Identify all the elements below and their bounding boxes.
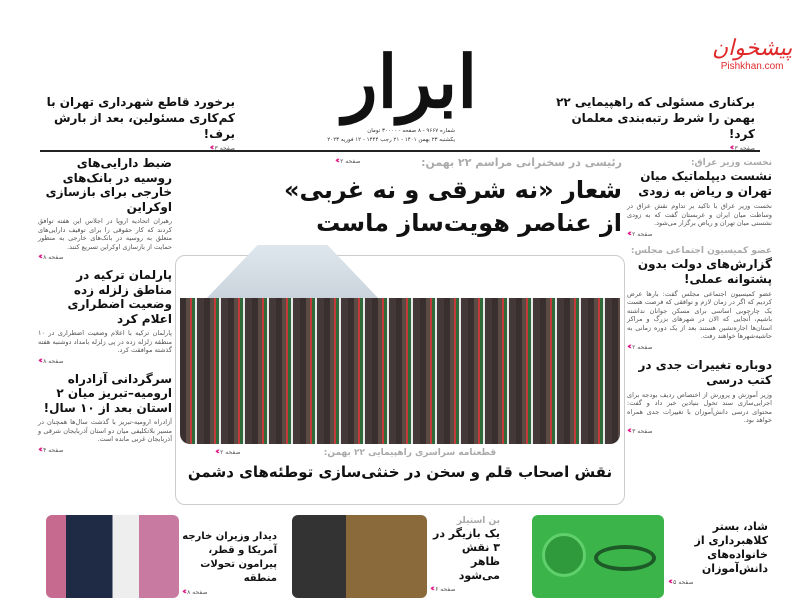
page-ref: صفحه ۳	[734, 145, 755, 152]
chevron-icon: ‹‹‹	[38, 355, 41, 366]
lead-headline[interactable]	[250, 174, 622, 240]
bottom-ministers	[182, 530, 277, 597]
chevron-icon: ‹‹‹	[627, 341, 630, 352]
watermark-en: Pishkhan.com	[720, 61, 784, 72]
lead-headline-line2: از عناصر هویت‌ساز ماست	[316, 209, 622, 237]
second-lead-ref[interactable]	[215, 448, 241, 457]
page-ref[interactable]: صفحه ۸	[43, 254, 64, 261]
foreign-ministers-photo	[46, 515, 179, 598]
masthead-logo: ابرار	[342, 39, 478, 124]
chevron-icon: ‹‹‹	[627, 425, 630, 436]
left-column	[38, 156, 172, 455]
chevron-icon: ‹‹‹	[209, 143, 212, 153]
top-right-ref[interactable]	[555, 144, 755, 153]
article-kicker: عضو کمیسیون اجتماعی مجلس:	[630, 245, 772, 256]
bottom-ministers-ref[interactable]	[182, 588, 277, 597]
page-ref: صفحه ۸	[187, 589, 208, 596]
article-body: عضو کمیسیون اجتماعی مجلس گفت: بارها عرض کردیم که اگر در زمان لازم و توافقی که فرصت هست یک چارچوبی اساسی برای مسکن جوانان نداشته باشیم، آنجایی که الان در شهرهای بزرگ و مراکز استان‌ها اجاره‌نشین هستند بعد از یک دوره زمانی به حاشیه‌شهرها خواهند رفت.	[627, 289, 772, 340]
top-left-headline[interactable]: برخورد قاطع شهرداری تهران با کم‌کاری مسئولین، بعد از بارش برف!	[46, 95, 235, 141]
issue-info: شماره ۹۶۶۷ - ۸ صفحه - ۳۰۰۰۰ تومان	[367, 128, 455, 134]
bottom-stiller-ref[interactable]	[430, 585, 500, 594]
article-headline[interactable]: ضبط دارایی‌های روسیه در بانک‌های خارجی برای بازسازی اوکراین	[45, 156, 172, 214]
ben-stiller-photo	[292, 515, 427, 598]
page-ref: صفحه ۲	[220, 449, 241, 456]
page-ref: صفحه ۳	[214, 145, 235, 152]
issue-date: یکشنبه ۲۳ بهمن ۱۴۰۱ - ۲۱ رجب ۱۴۴۴ - ۱۲ فوریه ۲۰۲۳	[327, 137, 455, 143]
bottom-shad-ref[interactable]	[668, 578, 768, 587]
article-headline[interactable]: دوباره تغییرات جدی در کتب درسی	[638, 357, 772, 387]
article-body: نخست وزیر عراق با تاکید بر تداوم نقش عراق در وساطت میان ایران و عربستان گفت که به زودی نشستی میان تهران و ریاض برگزار می‌شود.	[627, 202, 772, 227]
article-body: پارلمان ترکیه با اعلام وضعیت اضطراری در ۱۰ منطقه زلزله زده در پی زلزله بامداد دوشنبه هفته گذشته موافقت کرد.	[38, 329, 172, 354]
lead-headline-line1: شعار «نه شرقی و نه غربی»	[284, 176, 622, 204]
article-headline[interactable]: نشست دیپلماتیک میان تهران و ریاض به زودی	[638, 169, 772, 198]
article-body: آزادراه ارومیه-تبریز با گذشت سال‌ها همچنان در مسیر بلاتکلیفی میان دو استان آذربایجان شرقی و آذربایجان غربی مانده است.	[38, 418, 172, 443]
page-ref: صفحه ۶	[435, 586, 456, 593]
chevron-icon: ‹‹‹	[215, 447, 218, 457]
page-ref[interactable]: صفحه ۸	[43, 357, 64, 365]
chevron-icon: ‹‹‹	[335, 156, 338, 166]
top-left-ref[interactable]	[35, 144, 235, 153]
chevron-icon: ‹‹‹	[729, 143, 732, 153]
azadi-tower-image	[205, 245, 380, 300]
page-ref: صفحه ۲	[340, 158, 361, 165]
article-headline[interactable]: گزارش‌های دولت بدون پشتوانه عملی!	[637, 256, 772, 286]
bottom-ministers-headline[interactable]: دیدار وزیران خارجه آمریکا و قطر، پیرامون تحولات منطقه	[182, 531, 277, 584]
bottom-stiller	[430, 516, 500, 594]
top-right-story	[555, 94, 755, 153]
article-headline[interactable]: یک بازیگر در ۳ نقش ظاهر می‌شود	[433, 527, 500, 582]
chevron-icon: ‹‹‹	[627, 228, 630, 239]
lead-kicker: رئیسی در سخنرانی مراسم ۲۲ بهمن:	[421, 156, 622, 169]
chevron-icon: ‹‹‹	[38, 252, 41, 262]
bottom-shad-headline[interactable]: شاد، بستر کلاهبرداری از خانواده‌های دانش‌آموزان	[694, 520, 768, 575]
page-ref[interactable]: صفحه ۴	[43, 446, 64, 454]
pishkhan-watermark	[712, 36, 792, 72]
bottom-shad	[668, 520, 768, 587]
shad-app-image	[532, 515, 664, 598]
article-headline[interactable]: سرگردانی آزادراه ارومیه–تبریز میان ۲ استان بعد از ۱۰ سال!	[43, 371, 172, 415]
top-right-headline[interactable]: برکناری مسئولی که راهپیمایی ۲۲ بهمن را شرط رتبه‌بندی معلمان کرد!	[556, 95, 755, 141]
top-left-story	[35, 94, 235, 153]
article-kicker: نخست وزیر عراق:	[690, 158, 772, 168]
masthead-meta	[285, 127, 455, 145]
page-ref[interactable]: صفحه ۲	[632, 230, 653, 238]
chevron-icon: ‹‹‹	[430, 584, 433, 594]
watermark-fa: پیشخوان	[712, 36, 793, 61]
second-lead-kicker: قطعنامه سراسری راهپیمایی ۲۲ بهمن:	[323, 448, 497, 458]
chevron-icon: ‹‹‹	[182, 587, 185, 597]
rally-crowd-photo	[180, 298, 620, 444]
article-body: وزیر آموزش و پرورش از اختصاص ردیف بودجه برای اجرایی‌سازی سند تحول بنیادین خبر داد و گفت: محتوای درسی دانش‌آموزان با تغییرات جدی همراه خواهد بود.	[627, 390, 772, 424]
trap-icon	[594, 545, 656, 571]
page-ref[interactable]: صفحه ۲	[632, 343, 653, 351]
article-body: رهبران اتحادیه اروپا در اجلاس این هفته توافق کردند که کار حقوقی را برای توقیف دارایی‌های متعلق به روسیه در بانک‌های خارجی به منظور حمایت از بازسازی اوکراین تسریع کنند.	[38, 217, 172, 251]
shad-logo-icon	[542, 533, 586, 577]
chevron-icon: ‹‹‹	[38, 444, 41, 455]
page-ref[interactable]: صفحه ۳	[632, 427, 653, 435]
right-column	[627, 157, 772, 436]
second-lead-headline[interactable]: نقش اصحاب قلم و سخن در خنثی‌سازی توطئه‌های دشمن	[187, 463, 613, 481]
page-ref: صفحه ۵	[673, 579, 694, 586]
article-kicker: بن استیلر	[456, 516, 500, 526]
article-headline[interactable]: پارلمان ترکیه در مناطق زلزله زده وضعیت اضطراری اعلام کرد	[67, 268, 172, 326]
chevron-icon: ‹‹‹	[668, 577, 671, 587]
lead-ref[interactable]	[335, 157, 361, 166]
